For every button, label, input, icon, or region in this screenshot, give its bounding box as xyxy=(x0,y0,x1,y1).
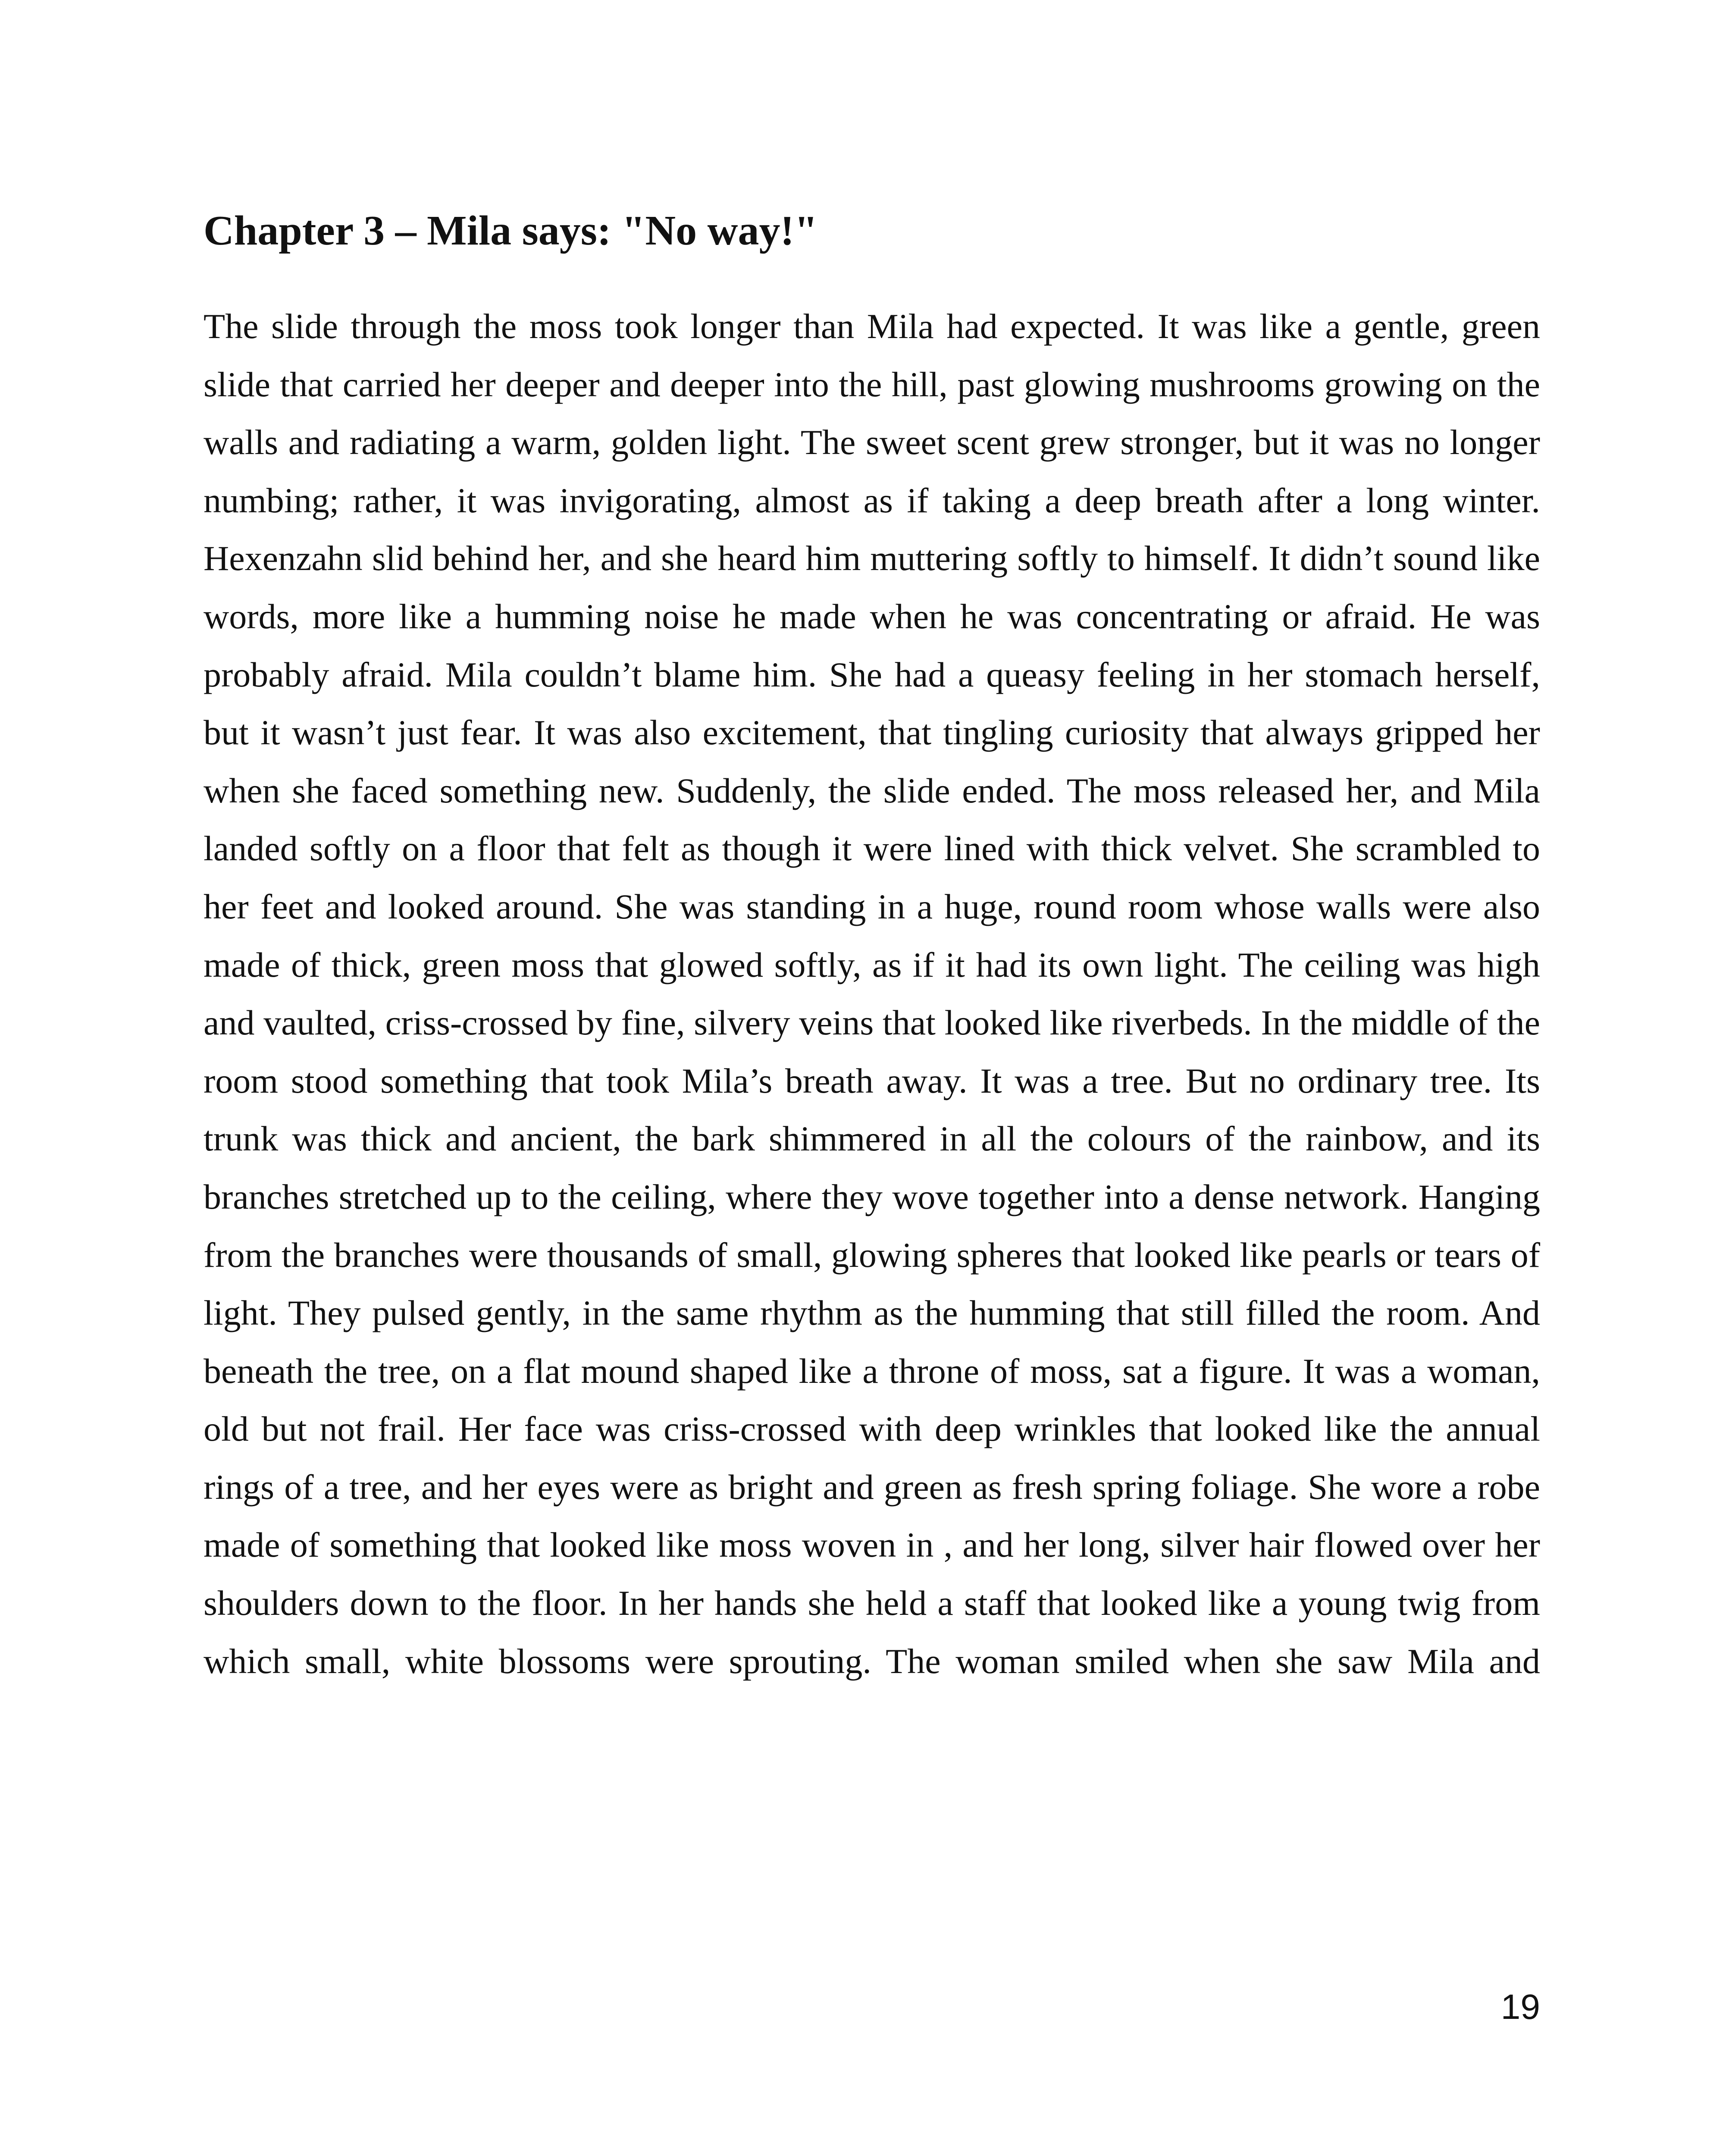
page-number: 19 xyxy=(1500,1987,1540,2027)
body-paragraph: The slide through the moss took longer than Mila had expected. It was like a gentle, green slide that carried her deeper and deeper into the hill, past glowing mushrooms growing on the walls and radiating a warm, golden light. The sweet scent grew stronger, but it was no longer numbing; rather, it was invigorating, almost as if taking a deep breath after a long winter. Hexenzahn slid behind her, and she heard him muttering softly to himself. It didn’t sound like words, more like a humming noise he made when he was concentrating or afraid. He was probably afraid. Mila couldn’t blame him. She had a queasy feeling in her stomach herself, but it wasn’t just fear. It was also excitement, that tingling curiosity that always gripped her when she faced something new. Suddenly, the slide ended. The moss released her, and Mila landed softly on a floor that felt as though it were lined with thick velvet. She scrambled to her feet and looked around. She was standing in a huge, round room whose walls were also made of thick, green moss that glowed softly, as if it had its own light. The ceiling was high and vaulted, criss-crossed by fine, silvery veins that looked like riverbeds. In the middle of the room stood something that took Mila’s breath away. It was a tree. But no ordinary tree. Its trunk was thick and ancient, the bark shimmered in all the colours of the rainbow, and its branches stretched up to the ceiling, where they wove together into a dense network. Hanging from the branches were thousands of small, glowing spheres that looked like pearls or tears of light. They pulsed gently, in the same rhythm as the humming that still filled the room. And beneath the tree, on a flat mound shaped like a throne of moss, sat a figure. It was a woman, old but not frail. Her face was criss-crossed with deep wrinkles that looked like the annual rings of a tree, and her eyes were as bright and green as fresh spring foliage. She wore a robe made of something that looked like moss woven in , and her long, silver hair flowed over her shoulders down to the floor. In her hands she held a staff that looked like a young twig from which small, white blossoms were sprouting. The woman smiled when she saw Mila and xyxy=(204,307,1540,1681)
chapter-title: Chapter 3 – Mila says: "No way!" xyxy=(204,207,818,254)
